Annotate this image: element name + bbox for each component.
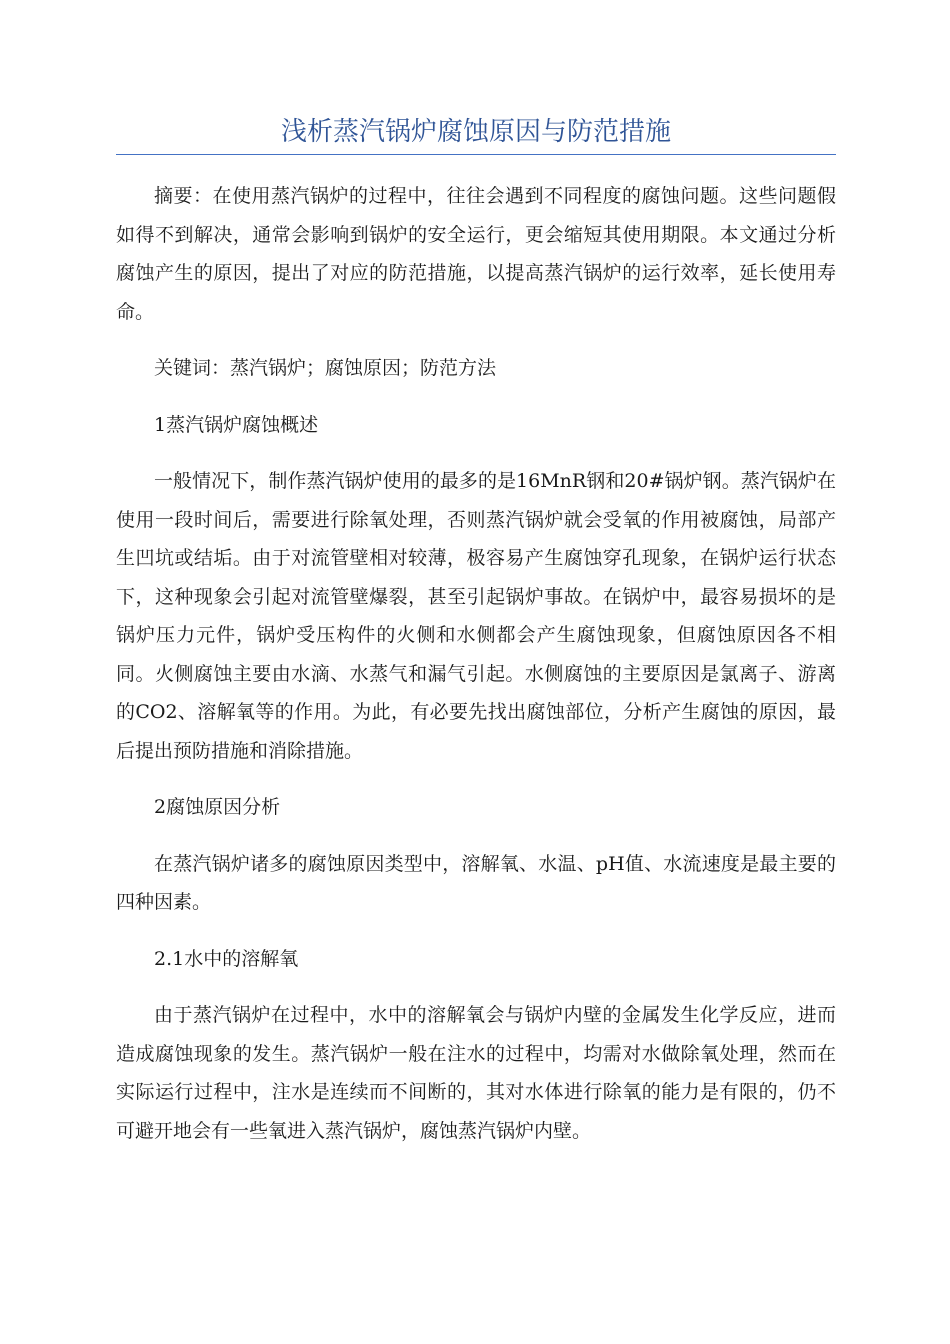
section-1-body: 一般情况下，制作蒸汽锅炉使用的最多的是16MnR钢和20#锅炉钢。蒸汽锅炉在使用一段时间后，需要进行除氧处理，否则蒸汽锅炉就会受氧的作用被腐蚀，局部产生凹坑或结垢。由于对流管壁相对较薄，极容易产生腐蚀穿孔现象，在锅炉运行状态下，这种现象会引起对流管壁爆裂，甚至引起锅炉事故。在锅炉中，最容易损坏的是锅炉压力元件，锅炉受压构件的火侧和水侧都会产生腐蚀现象，但腐蚀原因各不相同。火侧腐蚀主要由水滴、水蒸气和漏气引起。水侧腐蚀的主要原因是氯离子、游离的CO2、溶解氧等的作用。为此，有必要先找出腐蚀部位，分析产生腐蚀的原因，最后提出预防措施和消除措施。: [116, 470, 836, 762]
title-underline: [116, 154, 836, 155]
section-2-1-body: 由于蒸汽锅炉在过程中，水中的溶解氧会与锅炉内壁的金属发生化学反应，进而造成腐蚀现象的发生。蒸汽锅炉一般在注水的过程中，均需对水做除氧处理，然而在实际运行过程中，注水是连续而不间断的，其对水体进行除氧的能力是有限的，仍不可避开地会有一些氧进入蒸汽锅炉，腐蚀蒸汽锅炉内壁。: [116, 1004, 836, 1142]
section-1-heading: 1蒸汽锅炉腐蚀概述: [154, 413, 319, 436]
keywords-paragraph: 关键词：蒸汽锅炉；腐蚀原因；防范方法: [154, 357, 497, 379]
document-title: 浅析蒸汽锅炉腐蚀原因与防范措施: [280, 117, 671, 147]
abstract-paragraph: 摘要：在使用蒸汽锅炉的过程中，往往会遇到不同程度的腐蚀问题。这些问题假如得不到解决，通常会影响到锅炉的安全运行，更会缩短其使用期限。本文通过分析腐蚀产生的原因，提出了对应的防范措施，以提高蒸汽锅炉的运行效率，延长使用寿命。: [116, 185, 836, 323]
document-page: [116, 112, 836, 1168]
section-2-heading: 2腐蚀原因分析: [154, 796, 281, 818]
section-2-body: 在蒸汽锅炉诸多的腐蚀原因类型中，溶解氧、水温、pH值、水流速度是最主要的四种因素。: [116, 852, 836, 913]
section-2-1-heading: 2.1水中的溶解氧: [154, 947, 299, 970]
